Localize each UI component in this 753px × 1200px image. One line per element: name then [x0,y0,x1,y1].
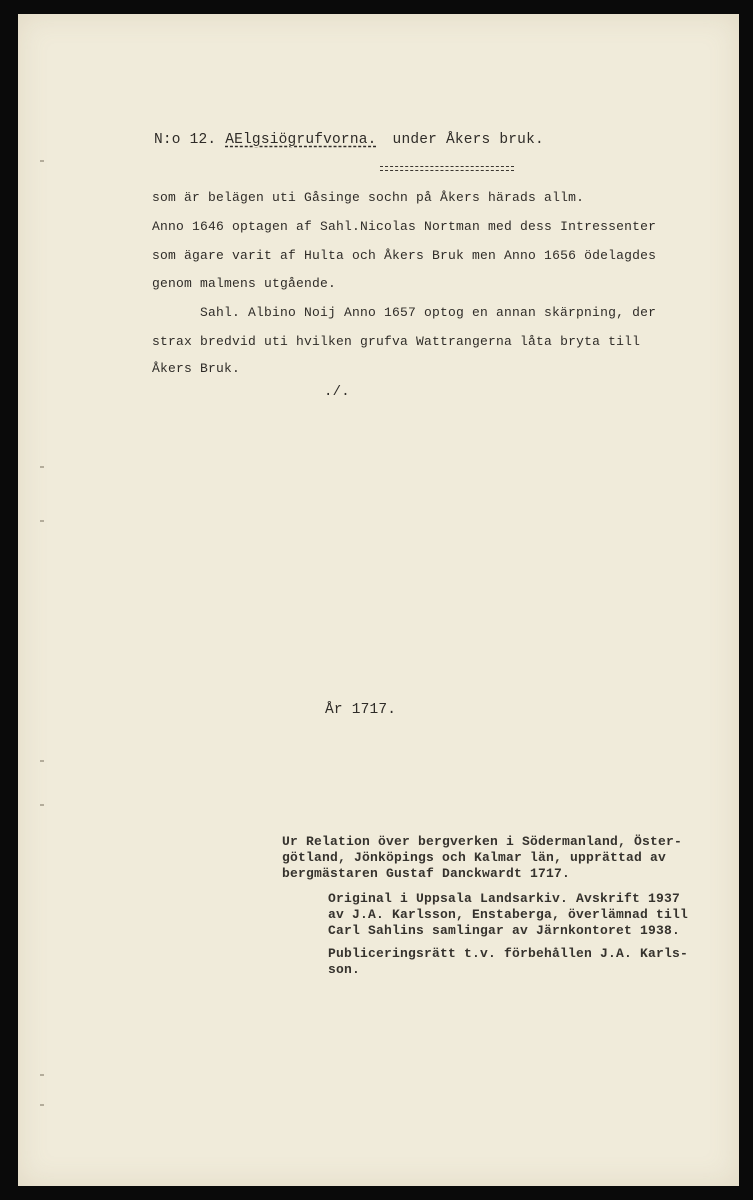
reference-line: Publiceringsrätt t.v. förbehållen J.A. Karls- [328,946,689,961]
document-year: År 1717. [325,702,397,718]
margin-mark [40,804,44,806]
reference-line: son. [328,962,361,977]
margin-mark [40,1104,44,1106]
margin-mark [40,760,44,762]
section-separator: ./. [324,384,350,400]
body-line: Anno 1646 optagen af Sahl.Nicolas Nortman med dess Intressenter [152,219,657,234]
reference-line: Carl Sahlins samlingar av Järnkontoret 1938. [328,923,681,938]
margin-mark [40,520,44,522]
body-line: som ägare varit af Hulta och Åkers Bruk men Anno 1656 ödelagdes [152,248,657,263]
margin-mark [40,466,44,468]
document-page [18,14,739,1186]
margin-mark [40,1074,44,1076]
reference-line: Ur Relation över bergverken i Södermanland, Öster- [282,834,683,849]
body-line: Åkers Bruk. [152,361,241,376]
document-heading [154,132,544,148]
reference-line: Original i Uppsala Landsarkiv. Avskrift 1937 [328,891,681,906]
heading-double-underline [380,166,514,171]
body-line: Sahl. Albino Noij Anno 1657 optog en annan skärpning, der [200,305,657,320]
reference-line: götland, Jönköpings och Kalmar län, upprättad av [282,850,667,865]
heading-number: N:o 12. [154,132,217,148]
body-line: genom malmens utgående. [152,276,337,291]
body-line: som är belägen uti Gåsinge sochn på Åkers härads allm. [152,190,585,205]
heading-under: under Åkers bruk. [392,132,544,148]
reference-line: av J.A. Karlsson, Enstaberga, överlämnad till [328,907,689,922]
margin-mark [40,160,44,162]
body-line: strax bredvid uti hvilken grufva Wattrangerna låta bryta till [152,334,641,349]
reference-line: bergmästaren Gustaf Danckwardt 1717. [282,866,571,881]
heading-place: AElgsiögrufvorna. [225,132,377,148]
